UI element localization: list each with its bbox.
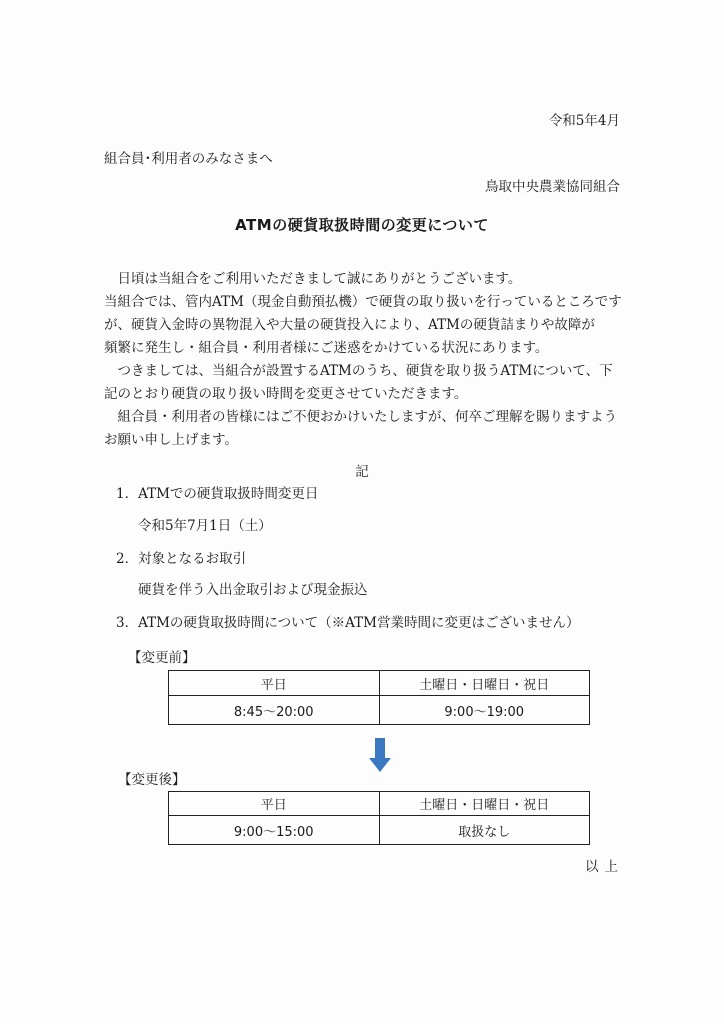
notice-title: ATMの硬貨取扱時間の変更について	[235, 216, 489, 234]
table-row	[169, 671, 590, 696]
table-header-weekend: 土曜日・日曜日・祝日	[379, 792, 590, 816]
table-row	[169, 792, 590, 816]
body-line: つきましては、当組合が設置するATMのうち、硬貨を取り扱うATMについて、下	[104, 363, 613, 379]
table-row	[169, 816, 590, 845]
after-label: 【変更後】	[118, 772, 186, 788]
body-line: 記のとおり硬貨の取り扱い時間を変更させていただきます。	[104, 386, 468, 402]
table-header-weekday: 平日	[169, 671, 380, 696]
weekend-hours: 9:00～19:00	[379, 696, 590, 725]
weekday-hours: 8:45～20:00	[169, 696, 380, 725]
weekday-hours: 9:00～15:00	[169, 816, 380, 845]
body-line: 頻繁に発生し・組合員・利用者様にご迷惑をかけている状況にあります。	[104, 340, 549, 356]
schedule-after-table	[168, 791, 590, 845]
body-line: 組合員・利用者の皆様にはご不便おかけいたしますが、何卒ご理解を賜りますよう	[104, 409, 617, 425]
closing-mark: 以上	[585, 859, 624, 875]
addressee: 組合員･利用者のみなさまへ	[104, 151, 273, 167]
item-1-heading: 1．ATMでの硬貨取扱時間変更日	[116, 486, 319, 502]
table-header-weekday: 平日	[169, 792, 380, 816]
schedule-before-table	[168, 670, 590, 725]
weekend-hours: 取扱なし	[379, 816, 590, 845]
ki-marker: 記	[355, 464, 369, 480]
body-line: 当組合では、管内ATM（現金自動預払機）で硬貨の取り扱いを行っているところです	[104, 294, 622, 310]
item-3-heading: 3．ATMの硬貨取扱時間について（※ATM営業時間に変更はございません）	[116, 615, 580, 631]
body-line: 日頃は当組合をご利用いただきまして誠にありがとうございます。	[104, 271, 522, 287]
item-2-detail: 硬貨を伴う入出金取引および現金振込	[138, 582, 368, 598]
issue-date: 令和5年4月	[548, 113, 620, 129]
before-label: 【変更前】	[128, 650, 196, 666]
body-line: お願い申し上げます。	[104, 432, 238, 448]
item-2-heading: 2．対象となるお取引	[116, 551, 247, 567]
sender-organization: 鳥取中央農業協同組合	[485, 179, 620, 195]
table-row	[169, 696, 590, 725]
arrow-down-icon	[369, 738, 391, 772]
item-1-detail: 令和5年7月1日（土）	[138, 518, 272, 534]
body-line: が、硬貨入金時の異物混入や大量の硬貨投入により、ATMの硬貨詰まりや故障が	[104, 317, 595, 333]
table-header-weekend: 土曜日・日曜日・祝日	[379, 671, 590, 696]
